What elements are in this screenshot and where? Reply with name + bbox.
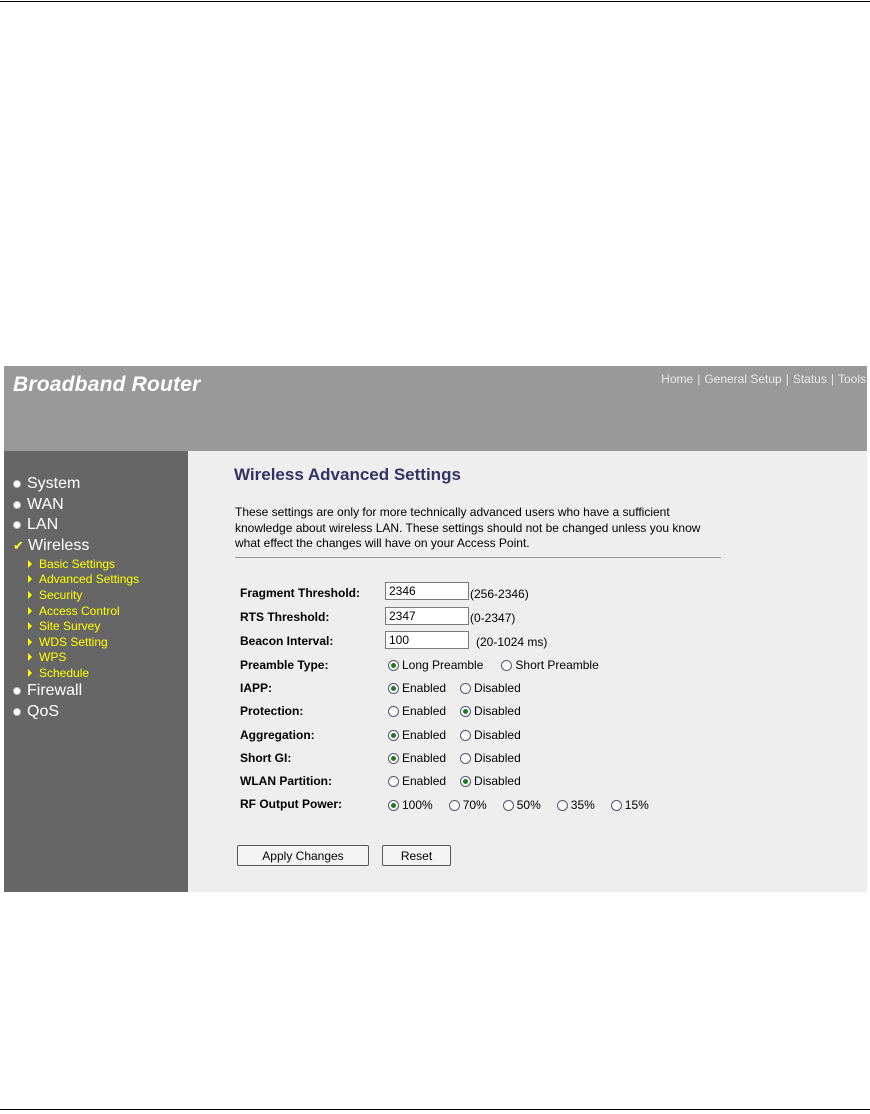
- page-description: These settings are only for more technically advanced users who have a sufficient knowledge about wireless LAN. These settings should not be changed unless you know what effect the changes will have on your Access Point.: [235, 505, 701, 550]
- radio-button[interactable]: [501, 660, 512, 671]
- rf-power-50-option[interactable]: [503, 798, 541, 812]
- radio-button[interactable]: [503, 800, 514, 811]
- option-label: Disabled: [474, 704, 521, 718]
- radio-button[interactable]: [460, 776, 471, 787]
- radio-button[interactable]: [388, 683, 399, 694]
- submenu-site-survey[interactable]: [4, 618, 188, 634]
- bullet-icon: [13, 521, 21, 529]
- option-label: 50%: [516, 798, 541, 812]
- main-content: [188, 451, 867, 892]
- rf-power-15-option[interactable]: [611, 798, 649, 812]
- rts-threshold-label: RTS Threshold:: [240, 610, 330, 624]
- bullet-icon: [13, 687, 21, 695]
- radio-button[interactable]: [460, 706, 471, 717]
- submenu-label: Schedule: [39, 665, 90, 680]
- option-label: Enabled: [402, 751, 447, 765]
- bullet-icon: [13, 480, 21, 488]
- beacon-interval-range: (20-1024 ms): [476, 635, 548, 649]
- submenu-label: WPS: [39, 650, 67, 665]
- radio-button[interactable]: [388, 730, 399, 741]
- nav-tools-link[interactable]: Tools: [837, 372, 866, 386]
- nav-general-setup-link[interactable]: General Setup: [704, 372, 782, 386]
- radio-dot-icon: [391, 663, 396, 668]
- nav-separator: |: [830, 372, 834, 386]
- arrow-right-icon: [28, 607, 32, 615]
- radio-button[interactable]: [388, 706, 399, 717]
- radio-button[interactable]: [388, 660, 399, 671]
- submenu-label: Security: [39, 587, 83, 602]
- option-label: 15%: [624, 798, 649, 812]
- arrow-right-icon: [28, 669, 32, 677]
- arrow-right-icon: [28, 638, 32, 646]
- short-gi-enabled-option[interactable]: [388, 751, 446, 765]
- radio-button[interactable]: [388, 776, 399, 787]
- rts-threshold-range: (0-2347): [470, 611, 516, 625]
- iapp-label: IAPP:: [240, 681, 273, 695]
- sidebar-item-label: WAN: [27, 495, 64, 513]
- fragment-threshold-label: Fragment Threshold:: [240, 586, 361, 600]
- radio-button[interactable]: [460, 683, 471, 694]
- option-label: Enabled: [402, 774, 447, 788]
- sidebar-item-wireless[interactable]: [4, 536, 188, 557]
- fragment-threshold-input[interactable]: [385, 582, 469, 600]
- arrow-right-icon: [28, 560, 32, 568]
- option-label: Enabled: [402, 728, 447, 742]
- radio-dot-icon: [463, 779, 468, 784]
- sidebar-item-system[interactable]: [4, 474, 188, 495]
- submenu-basic-settings[interactable]: [4, 556, 188, 572]
- submenu-security[interactable]: [4, 587, 188, 603]
- radio-dot-icon: [391, 803, 396, 808]
- protection-group: [388, 704, 521, 718]
- preamble-type-group: [388, 658, 599, 672]
- option-label: Long Preamble: [402, 658, 484, 672]
- preamble-long-option[interactable]: [388, 658, 483, 672]
- option-label: Disabled: [474, 774, 521, 788]
- option-label: 100%: [402, 798, 433, 812]
- nav-separator: |: [697, 372, 701, 386]
- radio-button[interactable]: [449, 800, 460, 811]
- option-label: Disabled: [474, 751, 521, 765]
- option-label: Disabled: [474, 681, 521, 695]
- radio-button[interactable]: [611, 800, 622, 811]
- check-icon: ✔: [13, 538, 24, 554]
- bullet-icon: [13, 708, 21, 716]
- option-label: Enabled: [402, 681, 447, 695]
- nav-home-link[interactable]: Home: [661, 372, 694, 386]
- reset-button[interactable]: Reset: [382, 845, 451, 866]
- sidebar-item-label: System: [27, 475, 81, 493]
- rf-power-100-option[interactable]: [388, 798, 433, 812]
- radio-button[interactable]: [460, 753, 471, 764]
- radio-dot-icon: [391, 756, 396, 761]
- short-gi-disabled-option[interactable]: [460, 751, 521, 765]
- bullet-icon: [13, 501, 21, 509]
- wlan-partition-label: WLAN Partition:: [240, 774, 332, 788]
- sidebar-item-firewall[interactable]: [4, 681, 188, 702]
- option-label: Enabled: [402, 704, 447, 718]
- sidebar-item-wan[interactable]: [4, 495, 188, 516]
- submenu-wds-setting[interactable]: [4, 634, 188, 650]
- page-title: Wireless Advanced Settings: [234, 465, 461, 484]
- nav-status-link[interactable]: Status: [792, 372, 827, 386]
- arrow-right-icon: [28, 575, 32, 583]
- submenu-access-control[interactable]: [4, 603, 188, 619]
- aggregation-enabled-option[interactable]: [388, 728, 446, 742]
- radio-dot-icon: [391, 686, 396, 691]
- fragment-threshold-range: (256-2346): [470, 587, 529, 601]
- radio-dot-icon: [391, 733, 396, 738]
- arrow-right-icon: [28, 622, 32, 630]
- iapp-disabled-option[interactable]: [460, 681, 521, 695]
- sidebar-item-lan[interactable]: [4, 515, 188, 536]
- arrow-right-icon: [28, 653, 32, 661]
- section-divider: [235, 557, 721, 558]
- radio-button[interactable]: [557, 800, 568, 811]
- aggregation-label: Aggregation:: [240, 728, 315, 742]
- submenu-wps[interactable]: [4, 650, 188, 666]
- header-bar: [4, 366, 867, 451]
- option-label: Disabled: [474, 728, 521, 742]
- submenu-label: Access Control: [39, 603, 120, 618]
- submenu-schedule[interactable]: [4, 665, 188, 681]
- sidebar-item-qos[interactable]: [4, 701, 188, 722]
- short-gi-label: Short GI:: [240, 751, 292, 765]
- nav-separator: |: [785, 372, 789, 386]
- radio-button[interactable]: [460, 730, 471, 741]
- aggregation-disabled-option[interactable]: [460, 728, 521, 742]
- sidebar-item-label: LAN: [27, 516, 59, 534]
- rts-threshold-input[interactable]: [385, 607, 469, 625]
- submenu-advanced-settings[interactable]: [4, 572, 188, 588]
- sidebar-item-label: Firewall: [27, 682, 83, 699]
- rf-output-power-label: RF Output Power:: [240, 797, 342, 811]
- submenu-label: Advanced Settings: [39, 572, 140, 587]
- rf-output-power-group: [388, 798, 649, 812]
- protection-label: Protection:: [240, 704, 304, 718]
- sidebar-item-label: QoS: [27, 702, 60, 720]
- submenu-label: Basic Settings: [39, 556, 116, 571]
- arrow-right-icon: [28, 591, 32, 599]
- short-gi-group: [388, 751, 521, 765]
- submenu-label: Site Survey: [39, 619, 101, 634]
- radio-dot-icon: [463, 709, 468, 714]
- apply-changes-button[interactable]: Apply Changes: [237, 845, 369, 866]
- rf-power-35-option[interactable]: [557, 798, 595, 812]
- wlan-partition-group: [388, 774, 521, 788]
- option-label: Short Preamble: [515, 658, 599, 672]
- sidebar: [4, 451, 188, 892]
- protection-enabled-option[interactable]: [388, 704, 446, 718]
- option-label: 70%: [462, 798, 487, 812]
- submenu-label: WDS Setting: [39, 634, 108, 649]
- iapp-enabled-option[interactable]: [388, 681, 446, 695]
- wlan-partition-disabled-option[interactable]: [460, 774, 521, 788]
- brand-title: Broadband Router: [13, 373, 201, 396]
- radio-button[interactable]: [388, 753, 399, 764]
- wlan-partition-enabled-option[interactable]: [388, 774, 446, 788]
- option-label: 35%: [570, 798, 595, 812]
- preamble-type-label: Preamble Type:: [240, 658, 329, 672]
- sidebar-item-label: Wireless: [28, 536, 90, 554]
- beacon-interval-input[interactable]: [385, 631, 469, 649]
- preamble-short-option[interactable]: [501, 658, 598, 672]
- rf-power-70-option[interactable]: [449, 798, 487, 812]
- page-bottom-rule: [0, 1109, 870, 1110]
- aggregation-group: [388, 728, 521, 742]
- sidebar-menu: [4, 474, 188, 722]
- radio-button[interactable]: [388, 800, 399, 811]
- beacon-interval-label: Beacon Interval:: [240, 634, 334, 648]
- page-top-rule: [0, 1, 870, 2]
- protection-disabled-option[interactable]: [460, 704, 521, 718]
- router-admin-screenshot: [4, 366, 867, 892]
- iapp-group: [388, 681, 521, 695]
- top-navigation: [661, 372, 866, 386]
